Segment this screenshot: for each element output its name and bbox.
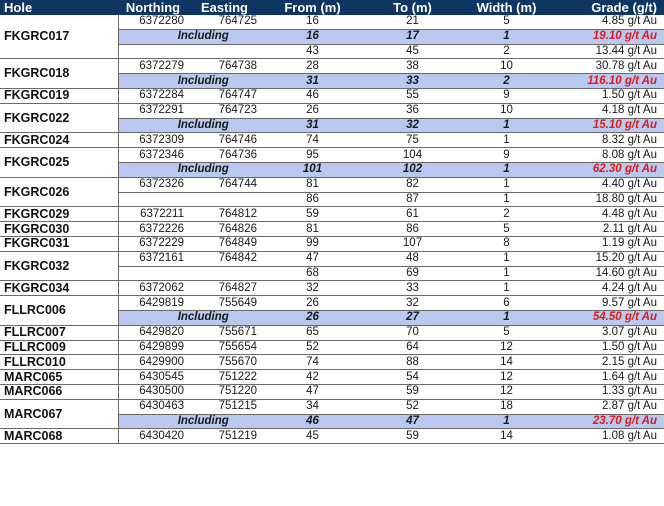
header-to: To (m) xyxy=(364,0,461,15)
from-cell: 52 xyxy=(261,340,364,355)
table-row xyxy=(0,133,664,148)
from-cell: 99 xyxy=(261,236,364,251)
grade-cell: 8.32 g/t Au xyxy=(552,133,664,148)
easting-cell xyxy=(188,44,261,59)
from-cell: 47 xyxy=(261,384,364,399)
from-cell: 101 xyxy=(261,162,364,177)
header-northing: Northing xyxy=(118,0,188,15)
to-cell: 55 xyxy=(364,88,461,103)
from-cell: 34 xyxy=(261,399,364,414)
easting-cell: 764812 xyxy=(188,207,261,222)
to-cell: 69 xyxy=(364,266,461,281)
header-easting: Easting xyxy=(188,0,261,15)
table-row xyxy=(0,236,664,251)
easting-cell: 751215 xyxy=(188,399,261,414)
to-cell: 102 xyxy=(364,162,461,177)
to-cell: 61 xyxy=(364,207,461,222)
grade-cell: 54.50 g/t Au xyxy=(552,310,664,325)
to-cell: 47 xyxy=(364,414,461,429)
table-row xyxy=(0,148,664,163)
hole-id: MARC066 xyxy=(0,384,118,399)
to-cell: 59 xyxy=(364,429,461,444)
easting-cell: 751219 xyxy=(188,429,261,444)
grade-cell: 62.30 g/t Au xyxy=(552,162,664,177)
width-cell: 12 xyxy=(461,384,552,399)
hole-id: FKGRC034 xyxy=(0,281,118,296)
to-cell: 59 xyxy=(364,384,461,399)
grade-cell: 9.57 g/t Au xyxy=(552,296,664,311)
grade-cell: 13.44 g/t Au xyxy=(552,44,664,59)
northing-cell xyxy=(118,192,188,207)
easting-cell: 764723 xyxy=(188,103,261,118)
northing-cell: 6430420 xyxy=(118,429,188,444)
width-cell: 1 xyxy=(461,133,552,148)
from-cell: 26 xyxy=(261,296,364,311)
width-cell: 18 xyxy=(461,399,552,414)
grade-cell: 19.10 g/t Au xyxy=(552,29,664,44)
northing-cell: 6372161 xyxy=(118,251,188,266)
from-cell: 16 xyxy=(261,15,364,29)
grade-cell: 2.87 g/t Au xyxy=(552,399,664,414)
width-cell: 10 xyxy=(461,103,552,118)
hole-id: MARC065 xyxy=(0,370,118,385)
hole-id: FKGRC018 xyxy=(0,59,118,89)
width-cell: 2 xyxy=(461,207,552,222)
grade-cell: 30.78 g/t Au xyxy=(552,59,664,74)
width-cell: 6 xyxy=(461,296,552,311)
easting-cell: 755671 xyxy=(188,325,261,340)
width-cell: 9 xyxy=(461,148,552,163)
northing-cell: 6372284 xyxy=(118,88,188,103)
grade-cell: 116.10 g/t Au xyxy=(552,74,664,89)
width-cell: 9 xyxy=(461,88,552,103)
hole-id: FKGRC022 xyxy=(0,103,118,133)
width-cell: 2 xyxy=(461,44,552,59)
from-cell: 16 xyxy=(261,29,364,44)
to-cell: 45 xyxy=(364,44,461,59)
northing-cell: 6372226 xyxy=(118,222,188,237)
table-row xyxy=(0,15,664,29)
easting-cell: 764738 xyxy=(188,59,261,74)
to-cell: 33 xyxy=(364,281,461,296)
table-row xyxy=(0,429,664,444)
width-cell: 14 xyxy=(461,355,552,370)
northing-cell: 6429819 xyxy=(118,296,188,311)
width-cell: 1 xyxy=(461,251,552,266)
grade-cell: 4.40 g/t Au xyxy=(552,177,664,192)
northing-cell: 6372062 xyxy=(118,281,188,296)
to-cell: 32 xyxy=(364,118,461,133)
including-label: Including xyxy=(118,29,261,44)
table-row xyxy=(0,370,664,385)
northing-cell: 6430545 xyxy=(118,370,188,385)
from-cell: 26 xyxy=(261,310,364,325)
grade-cell: 4.18 g/t Au xyxy=(552,103,664,118)
to-cell: 27 xyxy=(364,310,461,325)
easting-cell: 764827 xyxy=(188,281,261,296)
to-cell: 38 xyxy=(364,59,461,74)
to-cell: 70 xyxy=(364,325,461,340)
easting-cell: 764849 xyxy=(188,236,261,251)
from-cell: 81 xyxy=(261,177,364,192)
to-cell: 82 xyxy=(364,177,461,192)
hole-id: MARC068 xyxy=(0,429,118,444)
northing-cell: 6429900 xyxy=(118,355,188,370)
from-cell: 46 xyxy=(261,414,364,429)
northing-cell: 6429899 xyxy=(118,340,188,355)
including-label: Including xyxy=(118,118,261,133)
grade-cell: 3.07 g/t Au xyxy=(552,325,664,340)
to-cell: 104 xyxy=(364,148,461,163)
grade-cell: 14.60 g/t Au xyxy=(552,266,664,281)
width-cell: 1 xyxy=(461,192,552,207)
easting-cell: 764842 xyxy=(188,251,261,266)
grade-cell: 1.08 g/t Au xyxy=(552,429,664,444)
table-row xyxy=(0,399,664,414)
easting-cell: 764744 xyxy=(188,177,261,192)
to-cell: 64 xyxy=(364,340,461,355)
from-cell: 95 xyxy=(261,148,364,163)
width-cell: 1 xyxy=(461,29,552,44)
to-cell: 48 xyxy=(364,251,461,266)
northing-cell: 6372211 xyxy=(118,207,188,222)
easting-cell: 764746 xyxy=(188,133,261,148)
grade-cell: 1.33 g/t Au xyxy=(552,384,664,399)
from-cell: 31 xyxy=(261,74,364,89)
hole-id: FLLRC006 xyxy=(0,296,118,326)
grade-cell: 1.19 g/t Au xyxy=(552,236,664,251)
from-cell: 65 xyxy=(261,325,364,340)
header-from: From (m) xyxy=(261,0,364,15)
to-cell: 107 xyxy=(364,236,461,251)
table-row xyxy=(0,340,664,355)
hole-id: FKGRC031 xyxy=(0,236,118,251)
from-cell: 31 xyxy=(261,118,364,133)
table-row xyxy=(0,59,664,74)
northing-cell: 6372326 xyxy=(118,177,188,192)
northing-cell: 6430500 xyxy=(118,384,188,399)
grade-cell: 4.48 g/t Au xyxy=(552,207,664,222)
hole-id: FLLRC007 xyxy=(0,325,118,340)
from-cell: 59 xyxy=(261,207,364,222)
width-cell: 14 xyxy=(461,429,552,444)
grade-cell: 4.24 g/t Au xyxy=(552,281,664,296)
width-cell: 1 xyxy=(461,177,552,192)
width-cell: 1 xyxy=(461,310,552,325)
hole-id: FLLRC010 xyxy=(0,355,118,370)
grade-cell: 8.08 g/t Au xyxy=(552,148,664,163)
grade-cell: 15.10 g/t Au xyxy=(552,118,664,133)
easting-cell: 764736 xyxy=(188,148,261,163)
easting-cell: 755649 xyxy=(188,296,261,311)
width-cell: 1 xyxy=(461,414,552,429)
easting-cell: 751220 xyxy=(188,384,261,399)
header-hole: Hole xyxy=(0,0,118,15)
table-row xyxy=(0,251,664,266)
hole-id: FKGRC030 xyxy=(0,222,118,237)
width-cell: 1 xyxy=(461,162,552,177)
from-cell: 26 xyxy=(261,103,364,118)
width-cell: 1 xyxy=(461,266,552,281)
from-cell: 86 xyxy=(261,192,364,207)
to-cell: 33 xyxy=(364,74,461,89)
table-row xyxy=(0,222,664,237)
from-cell: 81 xyxy=(261,222,364,237)
including-label: Including xyxy=(118,310,261,325)
grade-cell: 2.15 g/t Au xyxy=(552,355,664,370)
northing-cell: 6372346 xyxy=(118,148,188,163)
width-cell: 5 xyxy=(461,325,552,340)
hole-id: FKGRC017 xyxy=(0,15,118,59)
from-cell: 32 xyxy=(261,281,364,296)
northing-cell: 6372229 xyxy=(118,236,188,251)
header-row xyxy=(0,0,664,15)
grade-cell: 1.64 g/t Au xyxy=(552,370,664,385)
grade-cell: 1.50 g/t Au xyxy=(552,340,664,355)
grade-cell: 4.85 g/t Au xyxy=(552,15,664,29)
table-header xyxy=(0,0,664,15)
hole-id: FKGRC025 xyxy=(0,148,118,178)
to-cell: 32 xyxy=(364,296,461,311)
width-cell: 12 xyxy=(461,370,552,385)
table-row xyxy=(0,296,664,311)
northing-cell: 6429820 xyxy=(118,325,188,340)
including-label: Including xyxy=(118,74,261,89)
easting-cell: 751222 xyxy=(188,370,261,385)
table-body xyxy=(0,15,664,444)
table-row xyxy=(0,207,664,222)
from-cell: 74 xyxy=(261,355,364,370)
grade-cell: 2.11 g/t Au xyxy=(552,222,664,237)
from-cell: 43 xyxy=(261,44,364,59)
from-cell: 45 xyxy=(261,429,364,444)
width-cell: 1 xyxy=(461,281,552,296)
hole-id: MARC067 xyxy=(0,399,118,429)
easting-cell: 755670 xyxy=(188,355,261,370)
table-row xyxy=(0,355,664,370)
table-row xyxy=(0,177,664,192)
width-cell: 8 xyxy=(461,236,552,251)
table-row xyxy=(0,325,664,340)
width-cell: 12 xyxy=(461,340,552,355)
to-cell: 36 xyxy=(364,103,461,118)
grade-cell: 15.20 g/t Au xyxy=(552,251,664,266)
from-cell: 68 xyxy=(261,266,364,281)
northing-cell: 6372280 xyxy=(118,15,188,29)
hole-id: FKGRC019 xyxy=(0,88,118,103)
width-cell: 5 xyxy=(461,222,552,237)
northing-cell: 6430463 xyxy=(118,399,188,414)
easting-cell: 755654 xyxy=(188,340,261,355)
grade-cell: 1.50 g/t Au xyxy=(552,88,664,103)
including-label: Including xyxy=(118,162,261,177)
to-cell: 86 xyxy=(364,222,461,237)
northing-cell: 6372291 xyxy=(118,103,188,118)
grade-cell: 18.80 g/t Au xyxy=(552,192,664,207)
to-cell: 17 xyxy=(364,29,461,44)
northing-cell xyxy=(118,266,188,281)
including-label: Including xyxy=(118,414,261,429)
table-row xyxy=(0,103,664,118)
to-cell: 88 xyxy=(364,355,461,370)
hole-id: FLLRC009 xyxy=(0,340,118,355)
hole-id: FKGRC032 xyxy=(0,251,118,281)
northing-cell: 6372309 xyxy=(118,133,188,148)
from-cell: 46 xyxy=(261,88,364,103)
to-cell: 52 xyxy=(364,399,461,414)
to-cell: 87 xyxy=(364,192,461,207)
to-cell: 75 xyxy=(364,133,461,148)
from-cell: 74 xyxy=(261,133,364,148)
table-row xyxy=(0,281,664,296)
width-cell: 5 xyxy=(461,15,552,29)
from-cell: 47 xyxy=(261,251,364,266)
to-cell: 21 xyxy=(364,15,461,29)
from-cell: 28 xyxy=(261,59,364,74)
table-row xyxy=(0,88,664,103)
hole-id: FKGRC024 xyxy=(0,133,118,148)
northing-cell: 6372279 xyxy=(118,59,188,74)
width-cell: 10 xyxy=(461,59,552,74)
table-row xyxy=(0,384,664,399)
easting-cell xyxy=(188,192,261,207)
to-cell: 54 xyxy=(364,370,461,385)
header-width: Width (m) xyxy=(461,0,552,15)
easting-cell xyxy=(188,266,261,281)
from-cell: 42 xyxy=(261,370,364,385)
hole-id: FKGRC026 xyxy=(0,177,118,207)
width-cell: 2 xyxy=(461,74,552,89)
header-grade: Grade (g/t) xyxy=(552,0,664,15)
hole-id: FKGRC029 xyxy=(0,207,118,222)
easting-cell: 764826 xyxy=(188,222,261,237)
width-cell: 1 xyxy=(461,118,552,133)
northing-cell xyxy=(118,44,188,59)
easting-cell: 764747 xyxy=(188,88,261,103)
grade-cell: 23.70 g/t Au xyxy=(552,414,664,429)
easting-cell: 764725 xyxy=(188,15,261,29)
